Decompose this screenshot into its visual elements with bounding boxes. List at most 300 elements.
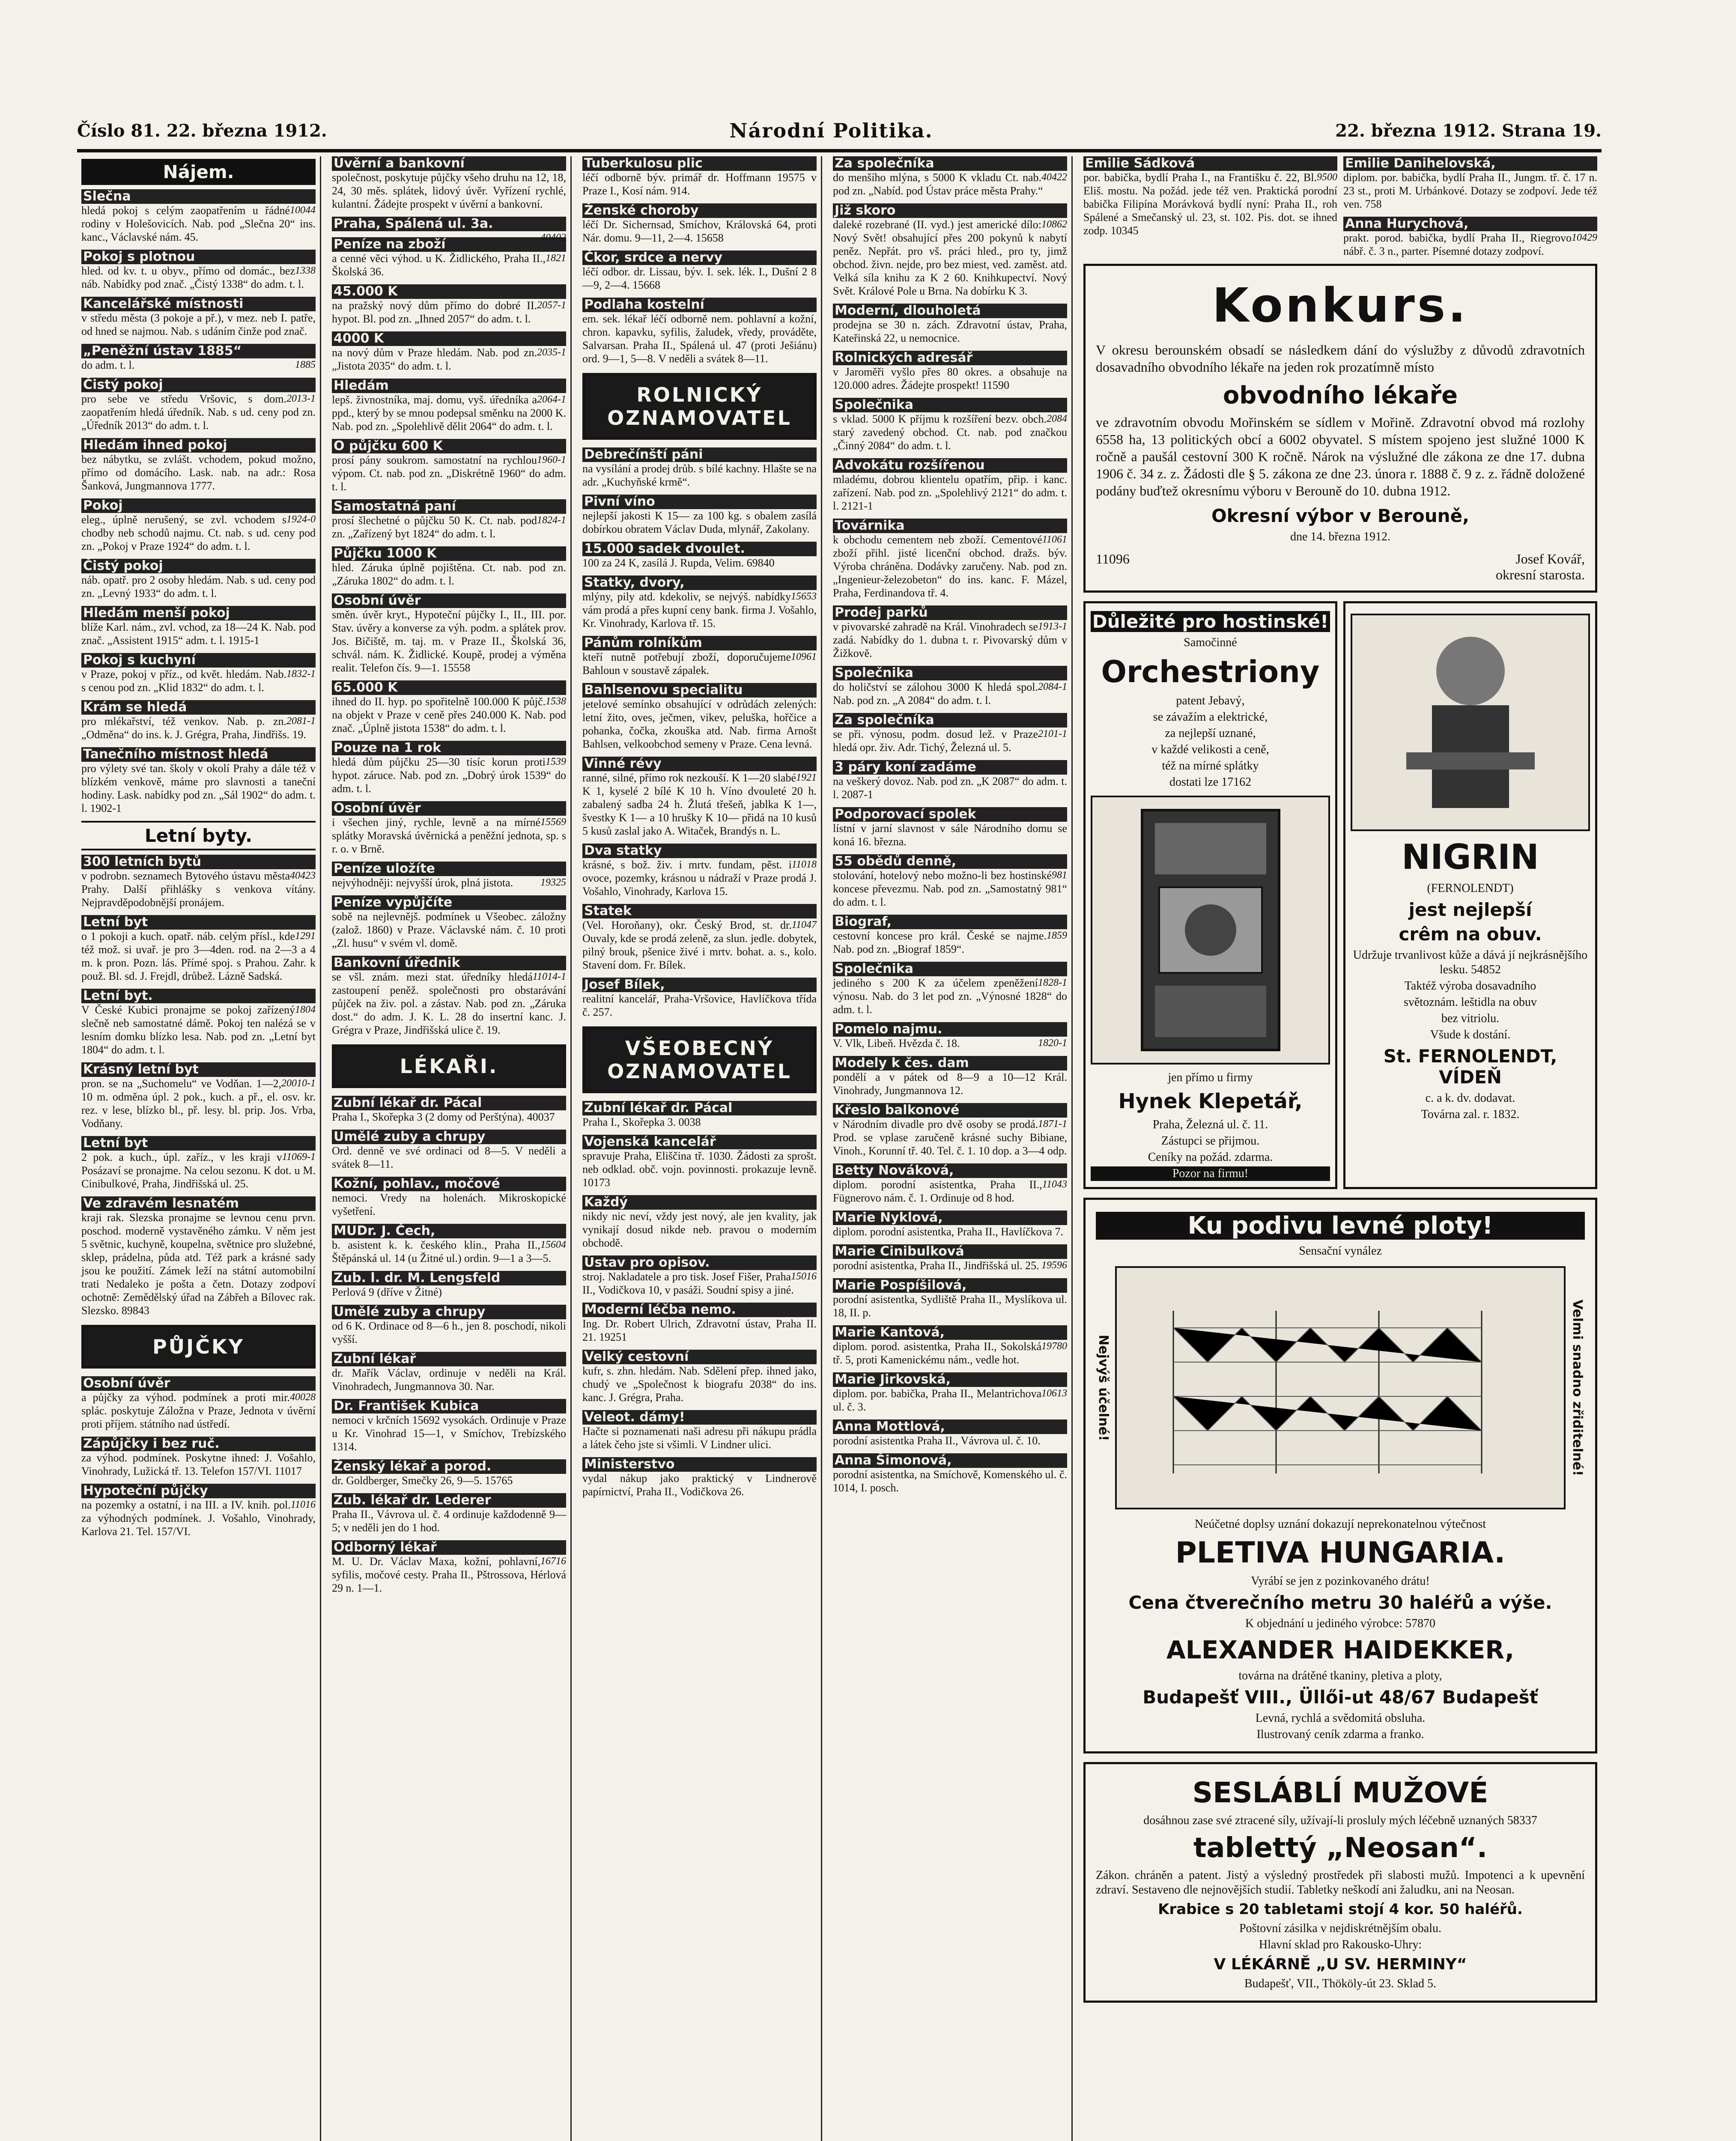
classified-ad <box>582 683 817 751</box>
konkurs-notice <box>1083 264 1597 593</box>
classified-ad <box>582 1303 817 1344</box>
ad-body: daleké rozebrané (II. vyd.) jest americké dílo: Nový Svět! obsahující přes 200 pokynů k nabytí peněz. Nepřát. pro vš. práci hled., pro ty, jimž obchod. živn. nejde, pro bez miest, ved. zaměst. atd. Velká síla knihu za K 2 60. Knihkupectví. Nový Svět. Králové Pole u Brna. Na dobírku K 3. <box>833 218 1067 297</box>
ad-heading: Křeslo balkonové <box>833 1103 1067 1118</box>
ad-number: 19780 <box>1041 1341 1067 1352</box>
newspaper-title: Národní Politika. <box>729 119 933 142</box>
ad-body: pro sebe ve středu Vršovic, s dom. zaopatřením hledá úředník. Nab. s ud. ceny pod zn. „Úředník 2013“ do adm. t. l. <box>81 393 316 432</box>
ad-body: léčí odbor. dr. Lissau, býv. I. sek. lék. I., Dušní 2 8—9, 2—4. 15668 <box>582 265 817 291</box>
ad-heading: Ústav pro opisov. <box>582 1255 817 1270</box>
ads-general <box>833 156 1067 1494</box>
classified-ad <box>332 741 566 795</box>
neosan-product: tablettý „Neosan“. <box>1193 1832 1488 1864</box>
ad-number: 16716 <box>540 1556 566 1567</box>
classified-ad <box>332 1399 566 1453</box>
ads-rolnicky <box>582 447 817 1019</box>
ad-body: léčí Dr. Sichernsad, Smíchov, Královská 64, proti Nár. domu. 9—11, 2—4. 15658 <box>582 218 817 244</box>
ads-medical <box>582 156 817 365</box>
konkurs-role: obvodního lékaře <box>1223 382 1458 409</box>
midwife-ads-right <box>1343 156 1597 264</box>
ad-number: 10429 <box>1572 232 1597 243</box>
classified-ad <box>582 576 817 630</box>
ad-body: stroj. Nakladatele a pro tisk. Josef Fišer, Praha II., Vodičkova 10, v pasáži. Soudní spisy a jiné. <box>582 1270 794 1296</box>
ad-heading: Slečna <box>81 189 316 204</box>
ad-number: 11061 <box>1042 534 1067 545</box>
neosan-price: Krabice s 20 tabletami stojí 4 kor. 50 haléřů. <box>1158 1901 1523 1918</box>
classified-ad <box>332 1271 566 1299</box>
ad-number: 15604 <box>540 1239 566 1250</box>
ad-body: diplom. por. babička, Praha II., Melantrichova ul. č. 3. <box>833 1387 1041 1413</box>
classified-ad <box>833 519 1067 599</box>
ad-heading: Umělé zuby a chrupy <box>332 1130 566 1144</box>
ad-heading: Vojenská kancelář <box>582 1135 817 1149</box>
ad-body: M. U. Dr. Václav Maxa, kožní, pohlavní, syfilis, močové cesty. Praha II., Pštrossova, Hérlová 29 n. 1—1. <box>332 1555 566 1594</box>
ad-body: nikdy nic neví, vždy jest nový, ale jen kvality, jak vynikají dosud nikde neb. pravou o moderním obchodě. <box>582 1210 817 1249</box>
ad-body: léčí odborně býv. primář dr. Hoffmann 19575 v Praze I., Kosí nám. 914. <box>582 171 817 197</box>
ads-letni-byty <box>81 855 316 1317</box>
ad-body: kteří nutně potřebují zboží, doporučujeme Bahloun v soustavě zápalek. <box>582 651 791 677</box>
ad-body: náb. opatř. pro 2 osoby hledám. Nab. s ud. ceny pod zn. „Levný 1933“ do adm. t. l. <box>81 574 316 599</box>
ad-heading: Krásný letní byt <box>81 1062 316 1077</box>
product-ads-row <box>1083 601 1597 1198</box>
classified-ad <box>833 1056 1067 1097</box>
ad-body: bez nábytku, se zvlášt. vchodem, pokud možno, přímo od domácího. Lask. nab. na adr.: Rosa Šanková, Jungmannova 1777. <box>81 453 316 492</box>
classified-ad <box>332 1493 566 1534</box>
ad-heading: Úvěrní a bankovní <box>332 156 566 171</box>
ad-body: blíže Karl. nám., zvl. vchod, za 18—24 K. Nab. pod znač. „Assistent 1915“ adm. t. l. 1915-1 <box>81 621 316 647</box>
neosan-title: SESLÁBLÍ MUŽOVÉ <box>1192 1776 1488 1809</box>
ad-body: porodní asistentka Praha II., Vávrova ul. č. 10. <box>833 1434 1041 1447</box>
ad-number: 15653 <box>791 591 817 602</box>
ad-body: lepš. živnostníka, maj. domu, vyš. úředníka a ppd., který by se mnou podepsal směnku na 2000 K. Nab. pod zn. „Spolehlivě dělit 2064“ do adm. t. l. <box>332 394 566 432</box>
ad-body: Hačte si poznamenati naši adresu při nákupu prádla a látek čeho jste si všimli. V Lindner ulici. <box>582 1425 817 1451</box>
classified-ad <box>81 700 316 741</box>
ad-heading: Za společníka <box>833 713 1067 728</box>
classified-ad <box>582 495 817 536</box>
section-pujcky: PŮJČKY <box>81 1325 316 1369</box>
ad-body: stolování, hotelový nebo možno-li bez hostinské koncese převezmu. Nab. pod zn. „Samostatný 981“ do adm. t. l. <box>833 869 1067 908</box>
ad-number: 1859 <box>1047 930 1067 941</box>
page-number: 22. března 1912. Strana 19. <box>1335 120 1602 141</box>
ad-body: o 1 pokoji a kuch. opatř. náb. celým přísl., kde též mož. si uvař. je pro 3—4den. rod. na 2—3 a 4 m. k pron. Pozn. lás. Přímé spoj. s Prahou. Zahr. k použ. Bl. sd. J. Frejdl, drůbež. Lázně Sadská. <box>81 930 316 982</box>
ad-heading: Betty Nováková, <box>833 1163 1067 1178</box>
neosan-ad-number: 58337 <box>1507 1814 1537 1827</box>
ad-body: dr. Mařík Václav, ordinuje v neděli na Král. Vinohradech, Jungmannova 30. Nar. <box>332 1367 566 1393</box>
ad-heading: Anna Mottlová, <box>833 1419 1067 1434</box>
classified-ad <box>81 747 316 815</box>
nigrin-claim: jest nejlepší <box>1408 899 1532 920</box>
classified-ad <box>1343 156 1597 211</box>
nigrin-subbrand: (FERNOLENDT) <box>1427 882 1514 895</box>
orchestrion-pricelist: Ceníky na požád. zdarma. <box>1148 1151 1273 1164</box>
ad-heading: Ve zdravém lesnatém <box>81 1196 316 1211</box>
ad-body: Praha I., Skořepka 3. 0038 <box>582 1116 701 1128</box>
ad-body: pro mlékařství, též venkov. Nab. p. zn. „Odměna“ do ins. k. J. Grégra, Praha, Jindřišs. 19. <box>81 715 306 741</box>
neosan-description: Zákon. chráněn a patent. Jistý a výsledný prostředek při slabosti mužů. Impotenci a k upevnění zdraví. Sestaveno dle nejnovějších studií. Tabletky neškodí ani žaludku, ani na Neosan. <box>1096 1869 1585 1896</box>
ad-number: 11014-1 <box>532 971 566 982</box>
ad-heading: Pokoj <box>81 498 316 513</box>
ploty-price: Cena čtverečního metru 30 haléřů a výše. <box>1128 1592 1552 1613</box>
classified-ad <box>81 606 316 647</box>
ad-body: prosí pány soukrom. samostatní na rychlou výpom. Ct. nab. pod zn. „Diskrétně 1960“ do adm. t. l. <box>332 454 566 493</box>
ads-lekari <box>332 1096 566 1595</box>
ad-heading: Kancelářské místnosti <box>81 297 316 311</box>
classified-ad <box>833 962 1067 1016</box>
classified-ad <box>833 915 1067 956</box>
ploty-factory: továrna na drátěné tkaniny, pletiva a ploty, <box>1238 1669 1442 1682</box>
classified-ad <box>582 1410 817 1451</box>
ad-heading: Anna Šimonová, <box>833 1453 1067 1468</box>
classified-ad <box>81 344 316 372</box>
ad-number: 1804 <box>295 1004 316 1015</box>
ad-body: pron. se na „Suchomelu“ ve Vodňan. 1—2, 10 m. odměna úpl. 2 pok., kuch. a př., el. osv. kr. rez. v lese, blízko bl., př. lesy. bl. prip. Jos. Vrba, Vodňany. <box>81 1077 316 1130</box>
issue-date: Číslo 81. 22. března 1912. <box>77 120 327 141</box>
orchestrion-buy-direct: jen přímo u firmy <box>1168 1071 1253 1084</box>
ad-number: 2064-1 <box>537 394 566 405</box>
ad-body: v středu města (3 pokoje a př.), v mez. neb I. patře, od hned se najmou. Nab. s udáním činže pod znač. <box>81 312 316 337</box>
classified-ad <box>582 1457 817 1498</box>
ad-body: v pivovarské zahradě na Král. Vinohradech se zadá. Nabídky do 1. dubna t. r. Pivovarský dům v Žižkově. <box>833 620 1067 659</box>
orchestrion-patent: patent Jebavý, <box>1176 694 1245 707</box>
ad-body: na veškerý dovoz. Nab. pod zn. „K 2087“ do adm. t. l. 2087-1 <box>833 775 1067 801</box>
classified-ad <box>332 1459 566 1487</box>
ad-number: 2013-1 <box>286 393 316 404</box>
ad-number: 1960-1 <box>537 454 566 465</box>
ad-body: s vklad. 5000 K příjmu k rozšíření bezv. obch. starý zavedený obchod. Ct. nab. pod značkou „Činný 2084“ do adm. t. l. <box>833 413 1067 452</box>
classified-ad <box>833 398 1067 452</box>
ad-body: dr. Goldberger, Smečky 26, 9—5. 15765 <box>332 1474 513 1487</box>
page-columns <box>77 156 1602 2141</box>
ad-body: hled. Záruka úplně pojištěna. Ct. nab. pod zn. „Záruka 1802“ do adm. t. l. <box>332 561 566 587</box>
ad-number: 40422 <box>1041 172 1067 183</box>
ad-body: vydal nákup jako praktický v Lindnerově papírnictví, Praha II., Vodičkova 26. <box>582 1472 817 1498</box>
classified-ad <box>81 189 316 244</box>
ad-heading: Zub. l. dr. M. Lengsfeld <box>332 1271 566 1285</box>
classified-ad <box>582 904 817 972</box>
classified-ad <box>332 439 566 493</box>
classified-ad <box>81 1484 316 1538</box>
ad-heading: Tanečního místnost hledá <box>81 747 316 762</box>
classified-ad <box>833 156 1067 197</box>
classified-ad <box>332 284 566 325</box>
ploty-catalog: Ilustrovaný ceník zdarma a franko. <box>1256 1728 1424 1741</box>
ploty-subtitle: Sensační vynález <box>1299 1244 1382 1258</box>
ad-heading: Letní byt <box>81 1136 316 1151</box>
orchestrion-recognition: za nejlepší uznané, <box>1165 727 1256 740</box>
classified-ad <box>833 1163 1067 1205</box>
ad-body: em. sek. lékař léčí odborně nem. pohlavní a kožní, chron. kapavku, syfilis, žaludek, vředy, prováděte, Salvarsan. Praha II., Spálená ul. 47 (proti Ješiánu) ord. 9—1, 5—8. V neděli a svátek 8—11. <box>582 313 817 365</box>
neosan-warehouse: Hlavní sklad pro Rakousko-Uhry: <box>1259 1938 1422 1951</box>
ad-heading: Půjčku 1000 K <box>332 546 566 561</box>
ad-heading: Pánům rolníkům <box>582 636 817 650</box>
nigrin-benefit: Udržuje trvanlivost kůže a dává jí nejkrásnějšího lesku. <box>1353 948 1588 976</box>
ad-heading: Peníze vypůjčíte <box>332 895 566 910</box>
konkurs-signer: Josef Kovář, <box>1515 551 1585 567</box>
section-vseobecny: VŠEOBECNÝ OZNAMOVATEL <box>582 1026 817 1093</box>
ad-heading: 15.000 sadek dvoulet. <box>582 542 817 556</box>
classified-ad <box>332 331 566 373</box>
ad-heading: Tuberkulosu plic <box>582 156 817 171</box>
ad-body: porodní asistentka, na Smíchově, Komenského ul. č. 1014, I. posch. <box>833 1468 1067 1494</box>
ad-heading: Pokoj s kuchyní <box>81 653 316 668</box>
ad-number: 2084-1 <box>1038 681 1067 692</box>
ad-number: 1871-1 <box>1038 1118 1067 1130</box>
classified-ad <box>332 1224 566 1265</box>
orchestrion-address: Praha, Železná ul. č. 11. <box>1152 1118 1268 1131</box>
ad-body: 2 pok. a kuch., úpl. zaříz., v les kraji v Posázaví se pronajme. Na celou sezonu. K dot. u M. Cinibulkové, Praha, Jindřišská ul. 25. <box>81 1151 316 1190</box>
classified-ad <box>332 216 566 243</box>
ad-number: 1821 <box>546 253 566 264</box>
ad-heading: Hledám <box>332 379 566 393</box>
ad-number: 20010-1 <box>281 1078 316 1089</box>
classified-ad <box>582 250 817 292</box>
column-4 <box>829 156 1073 2141</box>
ad-number: 2101-1 <box>1038 728 1067 740</box>
nigrin-polish: světoznám. leštidla na obuv <box>1403 996 1537 1009</box>
ad-heading: Osobní úvěr <box>332 593 566 608</box>
ad-heading: Dva statky <box>582 844 817 858</box>
classified-ad <box>833 1211 1067 1238</box>
classified-ad <box>833 807 1067 848</box>
ad-heading: Čistý pokoj <box>81 559 316 573</box>
ad-body: nejlepší jakosti K 15— za 100 kg. s obalem zasílá dobírkou obratem Václav Duda, mlynář, Zakolany. <box>582 510 817 535</box>
ad-heading: Modely k čes. dam <box>833 1056 1067 1070</box>
ad-body: diplom. porodní asistentka, Praha II., Fügnerovo nám. č. 1. Ordinuje od 8 hod. <box>833 1178 1042 1204</box>
ad-body: nemoci v krčních 15692 vysokách. Ordinuje v Praze u Kr. Vinohrad 15—1, v Smíchov, Trebízského 1314. <box>332 1414 566 1453</box>
ad-heading: Umělé zuby a chrupy <box>332 1305 566 1319</box>
ploty-illustration <box>1115 1266 1566 1509</box>
section-lekari: LÉKAŘI. <box>332 1044 566 1088</box>
ad-heading: Pivní víno <box>582 495 817 509</box>
ad-heading: Hledám menší pokoj <box>81 606 316 620</box>
classified-ad <box>332 499 566 540</box>
ad-body: prakt. porod. babička, bydlí Praha II., Riegrovo nábř. č. 3 n., parter. Písemné dotazy zodpoví. <box>1343 232 1572 257</box>
ad-number: 11018 <box>791 859 817 870</box>
konkurs-intro: V okresu berounském obsadí se následkem dání do výslužby z důvodů zdravotních dosavadního obvodního lékaře na jeden rok prozatímně místo <box>1096 342 1585 375</box>
classified-ad <box>833 203 1067 298</box>
ad-number: 10961 <box>791 651 817 662</box>
ad-body: směn. úvěr kryt., Hypoteční půjčky I., II., III. por. Stav. úvěry a konverse za výh. podm. a splátek prov. Jos. Bičiště, m. taj. m. v Praze II., Školská 36, schvál. nám. K. Židlické. Koupě, prodej a výměna realit. Telefon čís. 9—1. 15558 <box>332 608 566 674</box>
ad-heading: Společnika <box>833 398 1067 412</box>
classified-ad <box>582 542 817 570</box>
classified-ad <box>833 1419 1067 1447</box>
neosan-intro: dosáhnou zase své ztracené síly, užívají-li prosluly mých léčebně uznaných <box>1143 1814 1504 1827</box>
ads-pujcky <box>81 1376 316 1538</box>
ad-number: 10044 <box>290 205 316 216</box>
ad-heading: 4000 K <box>332 331 566 346</box>
ad-body: krásné, s bož. živ. i mrtv. fundam, pěst. i ovoce, pozemky, krásnou u nádraží v Praze prodá J. Vošahlo, Vinohrady, Karlova 15. <box>582 859 817 898</box>
ad-body: od 6 K. Ordinace od 8—6 h., jen 8. poschodí, nikoli vyšší. <box>332 1320 566 1345</box>
classified-ad <box>81 1196 316 1317</box>
ad-body: na vysílání a prodej drůb. s bílé kachny. Hlašte se na adr. „Kuchyňské krmě“. <box>582 462 817 488</box>
ad-heading: Praha, Spálená ul. 3a. <box>332 217 566 231</box>
header-rule <box>77 149 1602 152</box>
ad-number: 19325 <box>540 877 566 888</box>
ad-body: spravuje Praha, Eliščina tř. 1030. Žádosti za sprošt. neb odklad. obč. vojn. povinnosti. prokazuje levně. 10173 <box>582 1150 817 1189</box>
ad-heading: 55 obědů denně, <box>833 854 1067 869</box>
ad-heading: Moderní léčba nemo. <box>582 1303 817 1317</box>
nigrin-no-vitriol: bez vitriolu. <box>1441 1012 1500 1025</box>
ad-heading: Ministerstvo <box>582 1457 817 1472</box>
ad-body: porodní asistentka, Praha II., Jindřišská ul. 25. <box>833 1259 1039 1272</box>
konkurs-date: dne 14. března 1912. <box>1290 530 1391 543</box>
orchestrion-headline: Důležité pro hostinské! <box>1091 611 1330 632</box>
ad-number: 11069-1 <box>282 1151 316 1163</box>
classified-ad <box>833 1244 1067 1272</box>
ad-body: cestovní koncese pro král. České se najme. Nab. pod zn. „Biograf 1859“. <box>833 930 1047 955</box>
classified-ad <box>582 1195 817 1249</box>
classified-ad <box>582 636 817 677</box>
ad-heading: 65.000 K <box>332 680 566 695</box>
ad-number: 1913-1 <box>1038 621 1067 632</box>
ad-body: do adm. t. l. <box>81 359 135 371</box>
classified-ad <box>332 546 566 587</box>
nigrin-purveyor: c. a k. dv. dodavat. <box>1425 1091 1515 1105</box>
classified-ad <box>582 156 817 197</box>
ad-heading: Marie Kantová, <box>833 1325 1067 1340</box>
ad-body: Ing. Dr. Robert Ulrich, Zdravotní ústav, Praha II. 21. 19251 <box>582 1318 817 1343</box>
ad-heading: Rolnických adresář <box>833 351 1067 365</box>
ploty-ad <box>1083 1198 1597 1753</box>
ad-body: kufr, s. zhn. hledám. Nab. Sdělení přep. ihned jako, chudý ve „Společnost k biografu 2038“ do ins. kanc. J. Grégra, Praha. <box>582 1365 817 1404</box>
orchestrion-cabinet-icon <box>1133 806 1288 1054</box>
column-3 <box>578 156 822 2141</box>
ad-body: a cenné věci výhod. u K. Židlického, Praha II., Školská 36. <box>332 252 546 278</box>
ad-body: jetelové semínko obsahující v odrůdách zelených: letní žito, oves, ječmen, vikev, peluška, hořčice a pohanka, čočka, zkouška atd. Nab. firma Arnošt Bahlsen, velkoobchod semeny v Praze. Cena levná. <box>582 698 817 750</box>
ploty-ad-number: 57870 <box>1405 1617 1435 1630</box>
classified-ad <box>81 915 316 983</box>
classified-ad <box>332 237 566 278</box>
classified-ad <box>81 498 316 553</box>
shoe-polish-figure-icon <box>1381 624 1560 821</box>
classified-ad <box>81 1062 316 1130</box>
ad-body: v Národním divadle pro dvě osoby se prodá. Prod. se vplase zaručeně krásné suchy Bibiane, Vinoh., Korunní tř. 40. Tel. č. 1. 10 dop. a 3—4 odp. <box>833 1118 1067 1157</box>
classified-ad <box>833 1453 1067 1494</box>
ad-heading: Statky, dvory, <box>582 576 817 590</box>
ploty-testimonials: Neúčetné doplsy uznání dokazují neprekonatelnou výtečnost <box>1194 1518 1486 1531</box>
classified-ad <box>332 593 566 674</box>
classified-ad <box>81 559 316 600</box>
ad-body: Ord. denně ve své ordinaci od 8—5. V neděli a svátek 8—11. <box>332 1145 566 1170</box>
ad-body: sobě na nejlevnějš. podmínek u Všeobec. záložny (založ. 1860) v Praze. Václavské nám. č. 10 proti „Zl. husu“ v svém vl. domě. <box>332 910 566 949</box>
konkurs-title: Konkurs. <box>1212 278 1469 333</box>
classified-ad <box>81 855 316 909</box>
orchestrion-ad-number: 17162 <box>1221 775 1252 789</box>
classified-ad <box>833 760 1067 801</box>
classified-ad <box>332 1540 566 1595</box>
ad-body: b. asistent k. k. českého klin., Praha II., Štěpánská ul. 14 (u Žitné ul.) ordin. 9—1 a 3—5. <box>332 1239 551 1264</box>
nigrin-availability: Všude k dostání. <box>1430 1028 1511 1041</box>
classified-ad <box>582 1135 817 1189</box>
ad-heading: Vinné révy <box>582 757 817 771</box>
ploty-title: Ku podivu levné ploty! <box>1096 1212 1585 1240</box>
classified-ad <box>582 447 817 489</box>
ad-body: prosí šlechetné o půjčku 50 K. Ct. nab. pod zn. „Zařízený byt 1824“ do adm. t. l. <box>332 514 537 540</box>
ad-body: diplom. porod. asistentka, Praha II., Sokolská tř. 5, proti Kamenickému nám., vedle hot. <box>833 1340 1041 1366</box>
classified-ad <box>833 1103 1067 1157</box>
classified-ad <box>833 713 1067 754</box>
classified-ad <box>1083 156 1337 237</box>
ad-heading: Ženský lékař a porod. <box>332 1459 566 1474</box>
classified-ad <box>582 1350 817 1404</box>
classified-ad <box>332 1096 566 1124</box>
ad-number: 15569 <box>540 817 566 828</box>
ploty-side-right: Velmi snadno zřiditelné! <box>1570 1299 1585 1476</box>
ad-body: za výhod. podmínek. Poskytne ihned: J. Vošahlo, Vinohrady, Lužická tř. 13. Telefon 157/VI. 11017 <box>81 1452 316 1477</box>
orchestrion-type: se závažím a elektrické, <box>1153 710 1268 724</box>
classified-ad <box>332 801 566 856</box>
ad-heading: Podlaha kostelní <box>582 298 817 312</box>
ad-body: nemoci. Vredy na holenách. Mikroskopické vyšetření. <box>332 1192 566 1217</box>
ploty-brand: PLETIVA HUNGARIA. <box>1175 1536 1506 1570</box>
ad-body: hled. od kv. t. u obyv., přímo od domác., bez náb. Nabídky pod znač. „Čistý 1338“ do adm. t. l. <box>81 265 304 290</box>
ad-body: Praha II., Vávrova ul. č. 4 ordinuje každodenně 9—5; v neděli jen do 1 hod. <box>332 1508 566 1534</box>
classified-ad <box>81 1136 316 1190</box>
column-5 <box>1079 156 1602 2141</box>
classified-ad <box>833 1372 1067 1413</box>
ad-body: mlýny, pily atd. kdekoliv, se nejvýš. nabídky vám prodá a přes kupní ceny bank. firma J. Vošahlo, Kr. Vinohrady, Karlova tř. 15. <box>582 590 817 629</box>
ad-heading: 45.000 K <box>332 284 566 299</box>
ad-number: 1538 <box>546 696 566 707</box>
ad-number: 2057-1 <box>537 300 566 311</box>
ad-number: 1828-1 <box>1038 977 1067 988</box>
ad-heading: Bahlsenovu specialitu <box>582 683 817 698</box>
orchestrion-sizes: v každé velikosti a ceně, <box>1151 743 1269 756</box>
ad-heading: Krám se hledá <box>81 700 316 715</box>
ad-heading: Podporovací spolek <box>833 807 1067 822</box>
ad-heading: Pokoj s plotnou <box>81 250 316 264</box>
ad-number: 11047 <box>791 919 817 930</box>
ad-heading: Čkor, srdce a nervy <box>582 250 817 265</box>
neosan-pharmacy: V LÉKÁRNĚ „U SV. HERMINY“ <box>1214 1956 1467 1973</box>
classified-ad <box>833 605 1067 660</box>
ad-heading: Marie Nyklová, <box>833 1211 1067 1225</box>
ad-number: 40028 <box>290 1392 316 1403</box>
classified-ad <box>81 297 316 338</box>
neosan-shipping: Poštovní zásilka v nejdiskrétnějším obalu. <box>1239 1922 1442 1935</box>
ad-number: 1824-1 <box>537 515 566 526</box>
nigrin-illustration <box>1351 614 1590 831</box>
ad-heading: Emilie Danihelovská, <box>1343 156 1597 171</box>
ad-body: na pozemky a ostatní, i na III. a IV. knih. pol. za výhodných podmínek. J. Vošahlo, Vinohrady, Karlova 21. Tel. 157/VI. <box>81 1499 316 1538</box>
ad-heading: Bankovní úřednik <box>332 956 566 970</box>
ad-heading: Osobní úvěr <box>332 801 566 816</box>
ad-body: ihned do II. hyp. po spořitelně 100.000 K půjč. na objekt v Praze v ceně přes 240.000 K. Nab. pod znač. „Úplně jistota 1538“ do adm. t. l. <box>332 695 566 734</box>
ad-number: 1885 <box>295 359 316 370</box>
ad-number: 2035-1 <box>537 347 566 358</box>
ad-heading: Marie Jirkovská, <box>833 1372 1067 1387</box>
classified-ad <box>332 156 566 211</box>
nigrin-ad <box>1343 601 1597 1189</box>
ad-heading: Pomelo najmu. <box>833 1022 1067 1037</box>
classified-ad <box>833 351 1067 392</box>
ad-heading: Letní byt <box>81 915 316 930</box>
classified-ad <box>833 854 1067 909</box>
ad-heading: Ženské choroby <box>582 203 817 218</box>
ad-body: (Vel. Horoňany), okr. Český Brod, st. dr. Ouvaly, kde se prodá zeleně, za slun. jedle. dobytek, pilný brouk, pšenice živé i mrtv. bohat. a. s., kolo. Stavení dom. Fr. Bílek. <box>582 919 817 971</box>
ad-body: v Praze, pokoj v příz., od květ. hledám. Nab. s cenou pod zn. „Klid 1832“ do adm. t. l. <box>81 668 286 694</box>
ad-heading: Odborný lékař <box>332 1540 566 1555</box>
classified-ad <box>582 203 817 245</box>
classified-ad <box>833 458 1067 513</box>
ad-number: 11043 <box>1042 1179 1067 1190</box>
ad-heading: Moderní, dlouholetá <box>833 304 1067 318</box>
classified-ad <box>332 1305 566 1346</box>
ad-body: k obchodu cementem neb zboží. Cementové zboží přihl. jisté licenční obchod. dražs. býv. Výroba chráněna. Dodávky zaručeny. Nab. pod zn. „Ingenieur-železobeton“ do ins. kanc. F. Mázel, Praha, Ferdinandova tř. 4. <box>833 534 1067 599</box>
ad-body: pondělí a v pátek od 8—9 a 10—12 Král. Vinohrady, Jungmannova 12. <box>833 1071 1067 1097</box>
ad-heading: Pouze na 1 rok <box>332 741 566 755</box>
ad-heading: O půjčku 600 K <box>332 439 566 453</box>
ploty-service: Levná, rychlá a svědomitá obsluha. <box>1255 1712 1426 1725</box>
